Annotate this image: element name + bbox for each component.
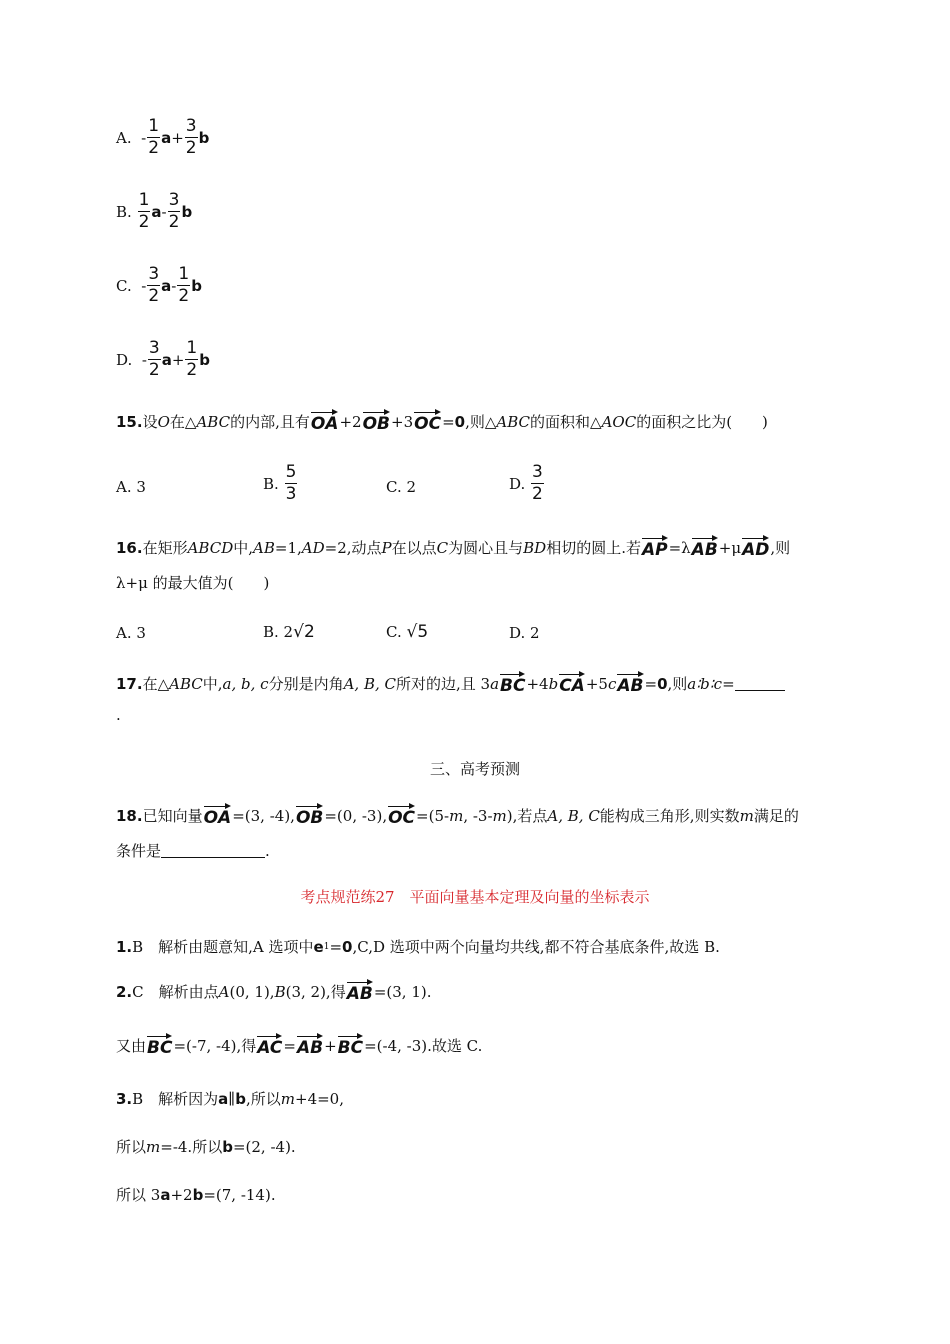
text: B 解析由题意知,A 选项中 [132, 938, 314, 956]
parallel-symbol: ∥ [228, 1089, 236, 1108]
text: +2 [339, 412, 362, 431]
vector-arrow [500, 672, 525, 678]
text: =2,动点 [324, 539, 382, 557]
text: 在△ [142, 675, 170, 693]
fraction [147, 266, 160, 305]
vector-label: AB [346, 984, 373, 1004]
math-var: a∶b∶c [687, 674, 723, 693]
vector-label: OC [388, 808, 416, 828]
vector-label: OB [362, 414, 391, 434]
math-var: AB [253, 538, 275, 557]
text: =(7, -14). [203, 1185, 276, 1204]
answers-title-text: 考点规范练27 平面向量基本定理及向量的坐标表示 [300, 888, 650, 906]
math-var: B [274, 982, 286, 1001]
math-var: m [280, 1089, 295, 1108]
text: =(-7, -4),得 [173, 1037, 257, 1055]
option-text: A. 3 [116, 624, 146, 642]
answer-3 [116, 1088, 344, 1109]
vector-b: b [199, 350, 210, 369]
question-number: 16. [116, 538, 143, 557]
operator: - [171, 276, 177, 295]
text: 又由 [116, 1037, 147, 1055]
answer-3-line3 [116, 1184, 276, 1205]
vector-b: b [222, 1137, 233, 1156]
text: ,则 [667, 675, 688, 693]
option-text: C. [386, 623, 407, 641]
vector-bc [500, 672, 525, 695]
math-var: A, B, C [547, 806, 600, 825]
vector-label: BC [337, 1038, 364, 1058]
fraction [148, 340, 161, 379]
numerator: 3 [148, 338, 160, 358]
vector-arrow [414, 410, 441, 416]
math-var: P [381, 538, 392, 557]
text: 的内部,且有 [230, 413, 310, 431]
text: 的面积之比为( ) [636, 413, 768, 431]
text: B 解析因为 [132, 1090, 219, 1108]
question-17-line2 [116, 706, 121, 724]
vector-a: a [151, 202, 162, 221]
vector-label: AD [742, 540, 770, 560]
numerator: 3 [168, 190, 180, 210]
vector-ob [363, 410, 390, 433]
math-var: BD [523, 538, 547, 557]
vector-arrow [388, 804, 415, 810]
q15-option-b [263, 464, 298, 503]
sign: - [141, 276, 147, 295]
answer-number: 2. [116, 982, 133, 1001]
vector-bc [338, 1034, 363, 1057]
option-text: D. 2 [509, 624, 540, 642]
text: = [644, 674, 658, 693]
text: =1, [274, 538, 302, 557]
text: 所以 3 [116, 1186, 161, 1204]
text: 在△ [169, 413, 197, 431]
vector-arrow [257, 1034, 282, 1040]
answer-2 [116, 980, 432, 1003]
q16-option-c [386, 622, 428, 642]
text: 在以点 [391, 539, 437, 557]
question-18-line2 [116, 840, 270, 861]
text: ,则△ [465, 413, 497, 431]
q16-option-d [509, 624, 540, 642]
text: =(-4, -3).故选 C. [364, 1037, 483, 1055]
vector-arrow [642, 536, 668, 542]
q15-option-a [116, 478, 146, 496]
vector-b: b [191, 276, 202, 295]
math-var: a [490, 674, 500, 693]
vector-a: a [161, 276, 172, 295]
vector-ab [347, 980, 373, 1003]
option-c [116, 266, 202, 305]
vector-b: b [235, 1089, 246, 1108]
text: =(0, -3), [324, 806, 388, 825]
text: 已知向量 [142, 807, 203, 825]
fraction [138, 192, 151, 231]
q16-option-b [263, 622, 315, 642]
radicand: 2 [303, 622, 315, 642]
text: = [329, 937, 343, 956]
denominator: 2 [148, 360, 160, 380]
text: , -3- [463, 806, 493, 825]
numerator: 1 [138, 190, 150, 210]
vector-ad [742, 536, 769, 559]
math-var: m [146, 1137, 161, 1156]
vector-bc [147, 1034, 172, 1057]
text: 所以 [116, 1138, 147, 1156]
answer-2-line2 [116, 1034, 482, 1057]
fraction [177, 266, 190, 305]
math-var: ABC [169, 674, 203, 693]
vector-arrow [296, 804, 323, 810]
question-16 [116, 536, 790, 559]
operator: + [171, 350, 185, 369]
section-title: 三、高考预测 [429, 760, 520, 778]
vector-label: BC [147, 1038, 173, 1058]
math-var: ABCD [187, 538, 234, 557]
vector-label: AC [257, 1038, 283, 1058]
math-var: m [739, 806, 754, 825]
vector-label: OA [203, 808, 232, 828]
text: 能构成三角形,则实数 [599, 807, 740, 825]
text: 中, [202, 675, 223, 693]
vector-arrow [338, 1034, 363, 1040]
vector-arrow [204, 804, 232, 810]
text: ,所以 [245, 1090, 281, 1108]
denominator: 2 [148, 138, 160, 158]
vector-ab [297, 1034, 323, 1057]
vector-b: b [181, 202, 193, 221]
vector-oa [311, 410, 339, 433]
denominator: 2 [532, 484, 543, 504]
numerator: 1 [148, 116, 160, 136]
vector-arrow [742, 536, 769, 542]
vector-a: a [161, 128, 172, 147]
vector-arrow [297, 1034, 323, 1040]
vector-oa [204, 804, 232, 827]
vector-b: b [192, 1185, 204, 1204]
text: ,则 [770, 539, 791, 557]
vector-label: CA [559, 676, 585, 696]
fraction [147, 118, 160, 157]
option-label: D. [509, 474, 526, 493]
math-var: O [157, 412, 170, 431]
text: . [116, 706, 121, 724]
text: = [283, 1036, 296, 1055]
option-text: C. 2 [386, 478, 417, 496]
text: 相切的圆上.若 [546, 539, 641, 557]
denominator: 2 [148, 286, 160, 306]
text: +2 [170, 1185, 193, 1204]
q15-option-c [386, 478, 416, 496]
fraction [531, 464, 544, 503]
question-number: 15. [116, 412, 143, 431]
denominator: 2 [178, 286, 190, 306]
numerator: 3 [532, 462, 543, 482]
vector-label: OA [310, 414, 339, 434]
vector-ap [642, 536, 668, 559]
text: +4 [526, 674, 549, 693]
option-label: B. [116, 202, 132, 221]
text: = [722, 674, 735, 693]
math-var: AOC [601, 412, 637, 431]
vector-arrow [147, 1034, 172, 1040]
zero-vector: 0 [454, 412, 466, 431]
math-var: ABC [496, 412, 531, 431]
option-label: C. [116, 276, 132, 295]
vector-oc [414, 410, 441, 433]
option-label: B. [263, 474, 279, 493]
option-a [116, 118, 209, 157]
vector-label: BC [500, 676, 526, 696]
text: =-4.所以 [160, 1138, 223, 1156]
operator: + [171, 128, 184, 147]
vector-label: AP [641, 540, 668, 560]
text: 满足的 [753, 807, 799, 825]
question-number: 18. [116, 806, 143, 825]
text: 设 [142, 413, 158, 431]
math-var: m [492, 806, 507, 825]
text: 在矩形 [142, 539, 188, 557]
text: (0, 1), [229, 982, 275, 1001]
math-var: c [607, 674, 617, 693]
section-heading [0, 758, 950, 779]
vector-ab [692, 536, 718, 559]
math-var: b [548, 674, 559, 693]
numerator: 1 [178, 264, 190, 284]
question-17 [116, 672, 785, 695]
denominator: 2 [185, 138, 197, 158]
numerator: 3 [148, 264, 160, 284]
vector-arrow [347, 980, 373, 986]
answer-blank[interactable] [161, 843, 265, 858]
sign: - [141, 128, 147, 147]
zero-vector: 0 [657, 674, 668, 693]
denominator: 3 [285, 484, 297, 504]
zero-vector: 0 [342, 937, 353, 956]
text: C 解析由点 [132, 983, 219, 1001]
text: =(5- [416, 806, 450, 825]
option-text: B. 2 [263, 623, 294, 641]
math-var: m [449, 806, 464, 825]
answers-title [0, 886, 950, 907]
text: 条件是 [116, 842, 162, 860]
answer-1 [116, 936, 720, 957]
denominator: 2 [168, 212, 180, 232]
text: (3, 2),得 [285, 983, 346, 1001]
numerator: 5 [285, 462, 297, 482]
vector-ca [559, 672, 585, 695]
vector-b: b [198, 128, 210, 147]
vector-label: AB [617, 676, 644, 696]
option-label: A. [116, 128, 132, 147]
option-d [116, 340, 210, 379]
vector-arrow [692, 536, 718, 542]
answer-number: 1. [116, 937, 133, 956]
question-15 [116, 410, 768, 433]
text: = [442, 412, 455, 431]
answer-3-line2 [116, 1136, 296, 1157]
text: +5 [585, 674, 608, 693]
question-16-line2 [116, 572, 269, 593]
text: ),若点 [506, 807, 548, 825]
vector-label: OB [295, 808, 324, 828]
text: =(2, -4). [232, 1137, 296, 1156]
fraction [285, 464, 298, 503]
sqrt-symbol: √ [293, 622, 304, 642]
option-text: A. 3 [116, 478, 146, 496]
vector-a: a [161, 350, 172, 369]
question-18 [116, 804, 799, 827]
subscript: 1 [323, 941, 330, 952]
text: 分别是内角 [268, 675, 344, 693]
q15-option-d [509, 464, 545, 503]
fraction [185, 118, 198, 157]
numerator: 3 [185, 116, 197, 136]
denominator: 2 [186, 360, 198, 380]
vector-arrow [617, 672, 643, 678]
sqrt-symbol: √ [406, 622, 418, 642]
text: ,C,D 选项中两个向量均共线,都不符合基底条件,故选 B. [352, 938, 720, 956]
math-var: A, B, C [343, 674, 396, 693]
answer-blank[interactable] [735, 676, 785, 691]
text: + [324, 1036, 337, 1055]
text: =λ [668, 538, 691, 557]
math-var: A [218, 982, 230, 1001]
radicand: 5 [417, 622, 429, 642]
vector-a: a [218, 1089, 229, 1108]
fraction [185, 340, 198, 379]
operator: - [161, 202, 167, 221]
vector-label: OC [414, 414, 442, 434]
vector-oc [388, 804, 415, 827]
math-var: C [436, 538, 449, 557]
text: 中, [233, 539, 254, 557]
text: λ+μ 的最大值为( ) [116, 574, 270, 592]
math-var: a, b, c [222, 674, 269, 693]
vector-arrow [311, 410, 339, 416]
sign: - [141, 350, 147, 369]
denominator: 2 [138, 212, 150, 232]
vector-ob [296, 804, 323, 827]
text: 的面积和△ [530, 413, 602, 431]
text: =(3, -4), [232, 806, 295, 825]
answer-number: 3. [116, 1089, 133, 1108]
q16-option-a [116, 624, 146, 642]
text: . [265, 841, 270, 860]
vector-arrow [559, 672, 585, 678]
vector-ac [257, 1034, 282, 1057]
text: +4=0, [295, 1089, 344, 1108]
text: 为圆心且与 [448, 539, 524, 557]
text: =(3, 1). [373, 982, 432, 1001]
text: +μ [718, 538, 742, 557]
math-var: ABC [196, 412, 231, 431]
math-var: AD [301, 538, 325, 557]
vector-a: a [160, 1185, 171, 1204]
vector-ab [617, 672, 643, 695]
vector-arrow [363, 410, 390, 416]
vector-label: AB [691, 540, 718, 560]
question-number: 17. [116, 674, 143, 693]
numerator: 1 [186, 338, 198, 358]
option-b [116, 192, 192, 231]
text: +3 [391, 412, 414, 431]
fraction [168, 192, 181, 231]
vector-e: e [313, 937, 324, 956]
option-label: D. [116, 350, 133, 369]
text: 所对的边,且 3 [395, 675, 491, 693]
vector-label: AB [296, 1038, 324, 1058]
